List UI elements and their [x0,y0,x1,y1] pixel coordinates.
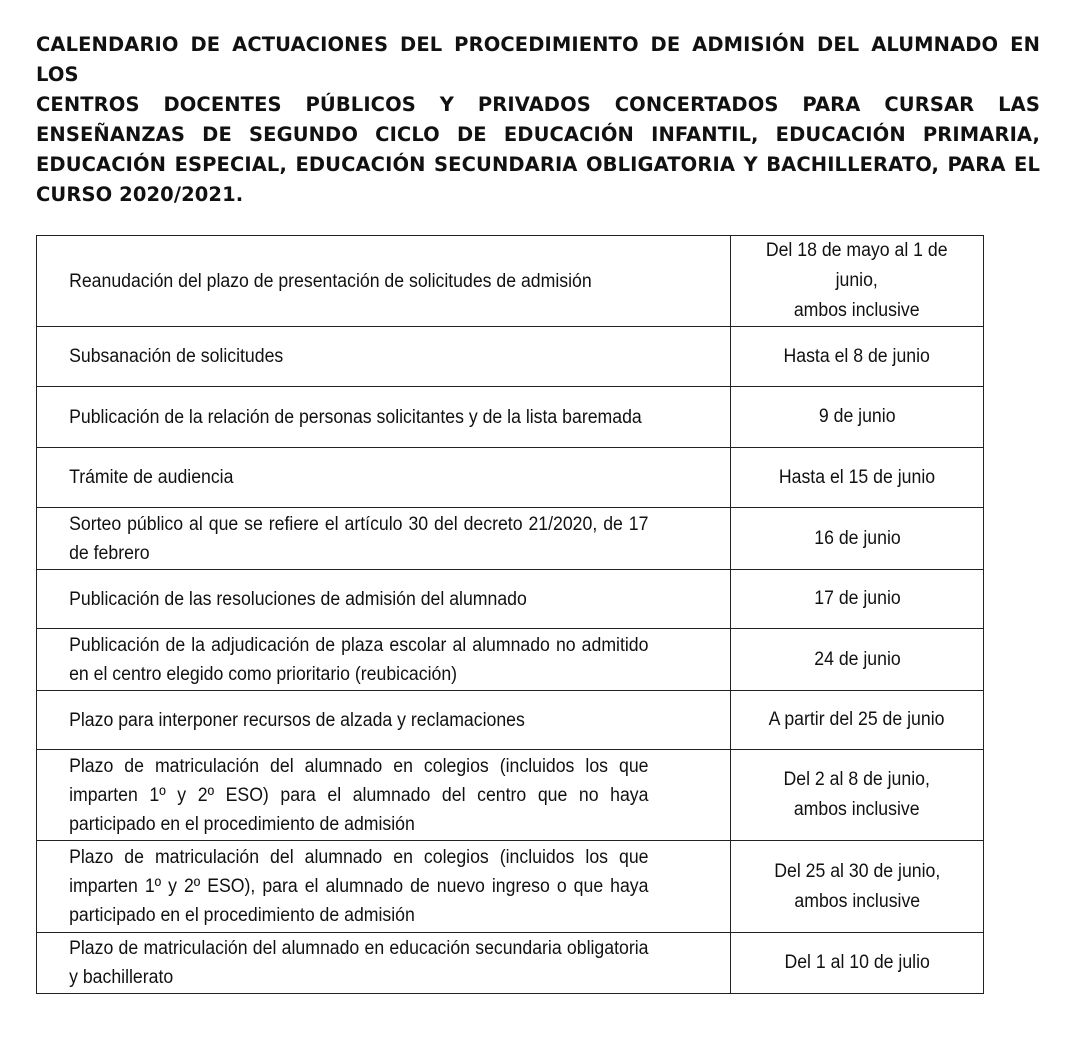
activity-cell: Publicación de la adjudicación de plaza escolar al alumnado no admitido en el centro elegido como prioritario (reubicación) [37,629,682,691]
date-cell: 9 de junio [731,387,984,448]
title-line: CURSO 2020/2021. [36,183,244,206]
activity-cell: Plazo para interponer recursos de alzada y reclamaciones [37,691,682,750]
table-row [37,508,984,570]
activity-cell: Subsanación de solicitudes [37,327,682,387]
date-cell: Hasta el 15 de junio [731,448,984,508]
table-row [37,691,984,750]
activity-cell: Reanudación del plazo de presentación de solicitudes de admisión [37,236,682,327]
table-row [37,387,984,448]
table-row [37,448,984,508]
title-line: CENTROS DOCENTES PÚBLICOS Y PRIVADOS CONCERTADOS PARA CURSAR LAS [36,93,1040,116]
document-title [36,30,1040,210]
activity-cell: Publicación de las resoluciones de admisión del alumnado [37,570,682,629]
date-cell: Del 2 al 8 de junio, ambos inclusive [731,750,984,841]
activity-cell: Plazo de matriculación del alumnado en educación secundaria obligatoria y bachillerato [37,933,682,994]
date-cell: 16 de junio [731,508,984,570]
date-cell: Del 25 al 30 de junio, ambos inclusive [731,841,984,933]
date-cell: A partir del 25 de junio [731,691,984,750]
table-row [37,236,984,327]
activity-cell: Plazo de matriculación del alumnado en colegios (incluidos los que imparten 1º y 2º ESO) para el alumnado del centro que no haya participado en el procedimiento de admisión [37,750,682,841]
table-row [37,570,984,629]
activity-cell: Trámite de audiencia [37,448,682,508]
title-line: ENSEÑANZAS DE SEGUNDO CICLO DE EDUCACIÓN INFANTIL, EDUCACIÓN PRIMARIA, [36,123,1040,146]
activity-cell: Sorteo público al que se refiere el artículo 30 del decreto 21/2020, de 17 de febrero [37,508,682,570]
date-cell: Del 1 al 10 de julio [731,933,984,994]
table-row [37,750,984,841]
table-row [37,629,984,691]
activity-cell: Plazo de matriculación del alumnado en colegios (incluidos los que imparten 1º y 2º ESO), para el alumnado de nuevo ingreso o que haya participado en el procedimiento de admisión [37,841,682,933]
title-line: CALENDARIO DE ACTUACIONES DEL PROCEDIMIENTO DE ADMISIÓN DEL ALUMNADO EN LOS [36,33,1040,86]
title-line: EDUCACIÓN ESPECIAL, EDUCACIÓN SECUNDARIA OBLIGATORIA Y BACHILLERATO, PARA EL [36,153,1040,176]
table-row [37,327,984,387]
table-row [37,933,984,994]
date-cell: 24 de junio [731,629,984,691]
table-row [37,841,984,933]
calendar-table [36,235,984,994]
date-cell: 17 de junio [731,570,984,629]
date-cell: Del 18 de mayo al 1 de junio, ambos inclusive [731,236,984,327]
activity-cell: Publicación de la relación de personas solicitantes y de la lista baremada [37,387,682,448]
date-cell: Hasta el 8 de junio [731,327,984,387]
